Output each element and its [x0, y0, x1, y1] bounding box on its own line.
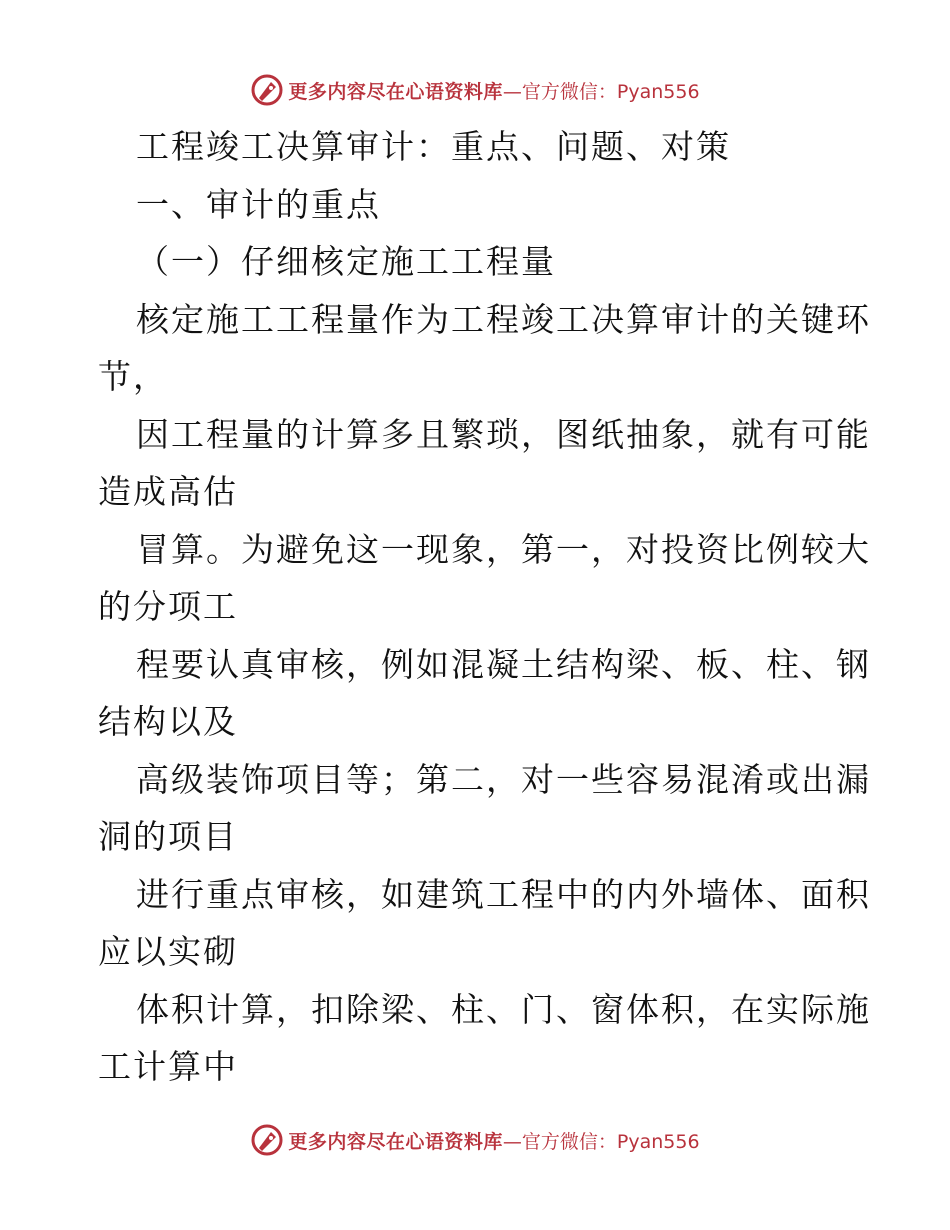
text-line: 应以实砌: [98, 932, 238, 971]
text-line: 一、审计的重点: [136, 184, 381, 224]
text-line: （一）仔细核定施工工程量: [136, 242, 556, 281]
text-line: 进行重点审核，如建筑工程中的内外墙体、面积: [136, 874, 871, 914]
text-line: 冒算。为避免这一现象，第一，对投资比例较大: [136, 529, 871, 569]
banner-main-text: 更多内容尽在心语资料库: [288, 1130, 503, 1153]
text-line: 核定施工工程量作为工程竣工决算审计的关键环: [136, 299, 871, 339]
footer-watermark-banner: [0, 1120, 950, 1160]
banner-suffix-text: —官方微信：Pyan556: [502, 80, 700, 103]
header-watermark-banner: [0, 70, 950, 110]
banner-main-text: 更多内容尽在心语资料库: [288, 80, 503, 103]
text-line: 结构以及: [98, 702, 238, 741]
text-line: 洞的项目: [98, 817, 238, 856]
document-title: 工程竣工决算审计：重点、问题、对策: [136, 127, 731, 166]
text-line: 的分项工: [98, 587, 238, 626]
text-line: 造成高估: [98, 472, 238, 511]
text-line: 体积计算，扣除梁、柱、门、窗体积，在实际施: [136, 989, 871, 1029]
document-lines: [98, 176, 871, 1096]
text-line: 程要认真审核，例如混凝土结构梁、板、柱、钢: [136, 644, 871, 684]
banner-suffix-text: —官方微信：Pyan556: [502, 1130, 700, 1153]
pen-nib-circle-icon: [250, 1123, 284, 1157]
text-line: 节，: [98, 357, 168, 396]
text-line: 因工程量的计算多且繁琐，图纸抽象，就有可能: [136, 414, 871, 454]
pen-nib-circle-icon: [250, 73, 284, 107]
document-body: [98, 118, 871, 1096]
text-line: 工计算中: [98, 1047, 238, 1086]
text-line: 高级装饰项目等；第二，对一些容易混淆或出漏: [136, 759, 871, 799]
